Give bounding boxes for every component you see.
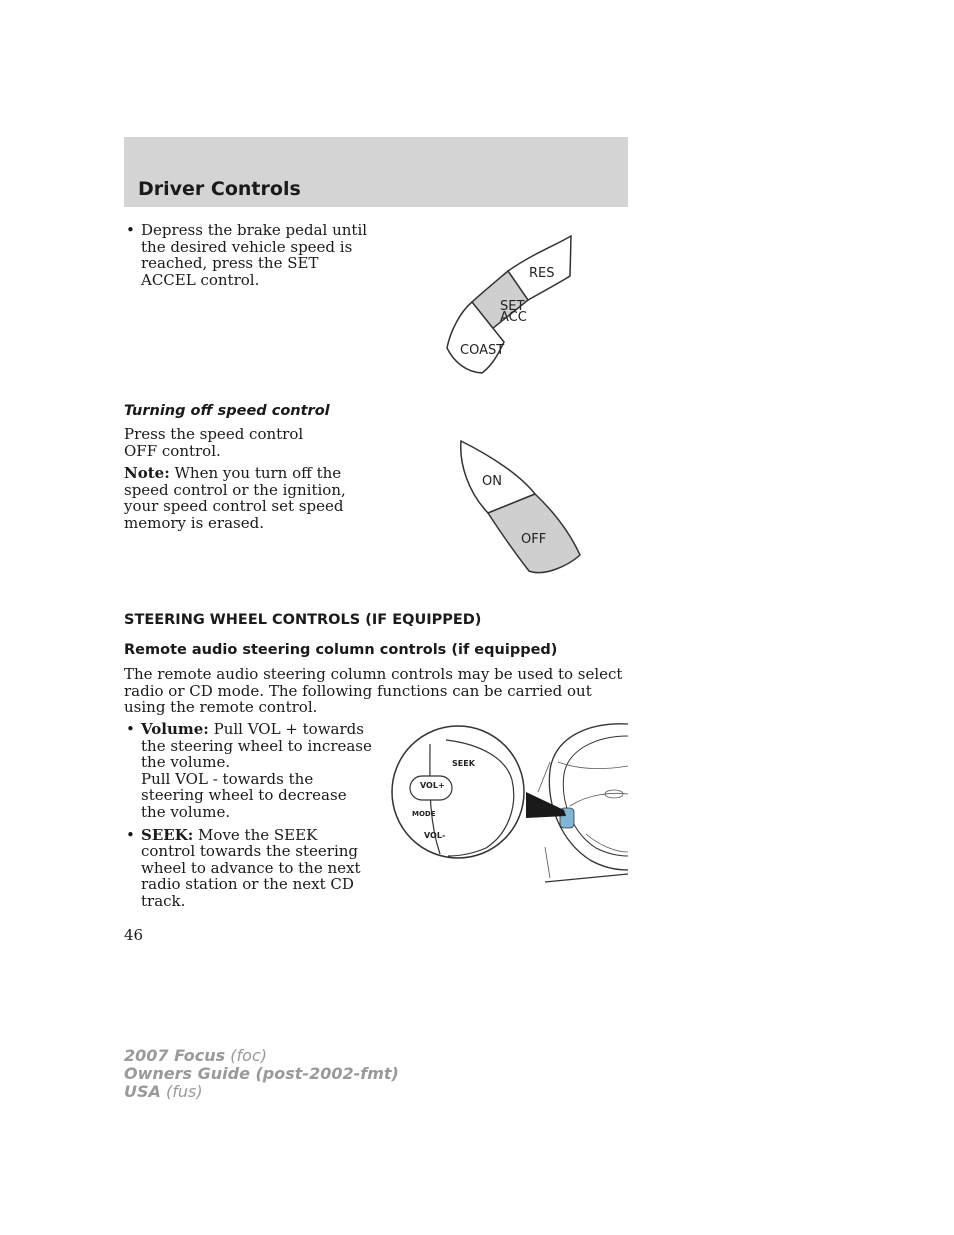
list-item: • SEEK: Move the SEEK control towards the steering wheel to advance to the next radio station or the next CD track. xyxy=(124,827,374,910)
pointer-wedge xyxy=(526,792,566,818)
steering-wheel-controls-heading: STEERING WHEEL CONTROLS (IF EQUIPPED) xyxy=(124,612,482,628)
speed-control-buttons-diagram xyxy=(440,230,580,380)
footer-line-1: 2007 Focus (foc) xyxy=(124,1046,267,1065)
mode-label: MODE xyxy=(412,810,436,818)
on-label: ON xyxy=(482,474,502,489)
note-paragraph xyxy=(124,465,376,531)
list-item: • Depress the brake pedal until the desired vehicle speed is reached, press the SET ACCEL control. xyxy=(124,222,376,288)
seek-control-label: SEEK xyxy=(452,759,475,768)
set-accel-instructions xyxy=(124,222,376,294)
vol-plus-label: VOL+ xyxy=(420,781,445,790)
steering-column-controls-diagram xyxy=(390,722,628,884)
footer-line-2: Owners Guide (post-2002-fmt) xyxy=(124,1064,399,1083)
acc-label: ACC xyxy=(500,310,527,325)
turning-off-heading: Turning off speed control xyxy=(124,403,330,419)
coast-label: COAST xyxy=(460,343,505,358)
list-item: • Volume: Pull VOL + towards the steering wheel to increase the volume. Pull VOL - towards the steering wheel to decrease the volume. xyxy=(124,721,374,821)
remote-audio-intro: The remote audio steering column controls may be used to select radio or CD mode. The following functions can be carried out using the remote control. xyxy=(124,665,623,717)
remote-audio-functions xyxy=(124,721,374,916)
res-label: RES xyxy=(529,266,555,281)
note-label: Note: xyxy=(124,464,170,482)
steering-wheel-inner xyxy=(563,736,628,856)
volume-label: Volume: xyxy=(141,720,209,738)
turn-off-paragraph: Press the speed control OFF control. xyxy=(124,425,304,460)
page-number: 46 xyxy=(124,926,144,944)
set-label: SET xyxy=(500,299,525,314)
footer-line-3: USA (fus) xyxy=(124,1082,203,1101)
off-label: OFF xyxy=(521,532,547,547)
page-title: Driver Controls xyxy=(138,178,301,200)
remote-audio-heading: Remote audio steering column controls (if equipped) xyxy=(124,642,558,658)
seek-label: SEEK: xyxy=(141,825,194,844)
footer xyxy=(124,1047,399,1101)
note-text: When you turn off the speed control or the ignition, your speed control set speed memory is erased. xyxy=(124,464,346,532)
on-off-buttons-diagram xyxy=(455,435,585,580)
steering-wheel-rim xyxy=(549,724,628,870)
vol-minus-label: VOL- xyxy=(424,831,446,840)
